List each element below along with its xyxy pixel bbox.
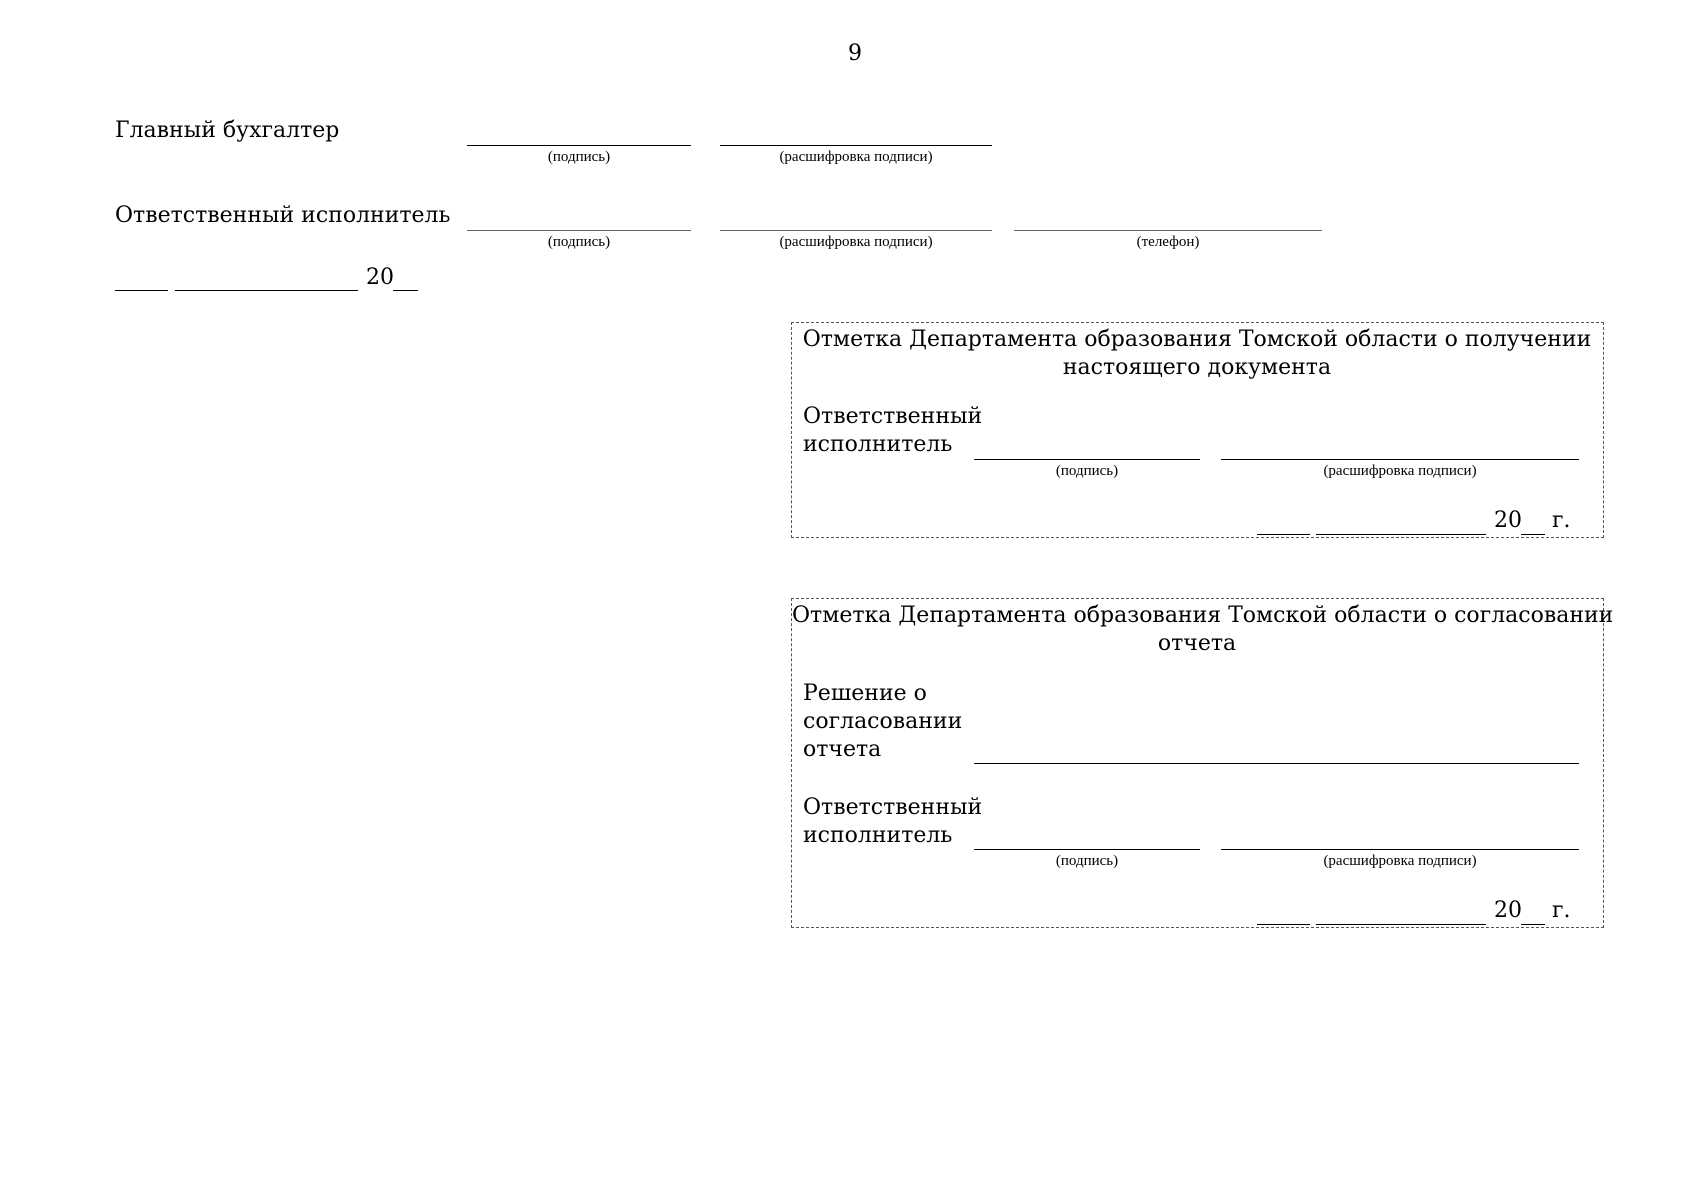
executor-decoding-line[interactable] xyxy=(720,230,992,231)
approval-date-year-line[interactable] xyxy=(1521,924,1545,925)
approval-year-prefix: 20 xyxy=(1494,898,1522,923)
receipt-mark-box xyxy=(791,322,1604,538)
approval-signature-line[interactable] xyxy=(974,849,1200,850)
receipt-decoding-caption: (расшифровка подписи) xyxy=(1323,463,1477,479)
executor-decoding-caption: (расшифровка подписи) xyxy=(779,234,933,250)
approval-title-line1: Отметка Департамента образования Томской области о согласовании xyxy=(792,603,1614,628)
chief-accountant-decoding-caption: (расшифровка подписи) xyxy=(779,149,933,165)
approval-year-suffix: г. xyxy=(1552,898,1571,923)
approval-decision-label-line3: отчета xyxy=(803,737,882,762)
receipt-year-suffix: г. xyxy=(1552,508,1571,533)
executor-phone-line[interactable] xyxy=(1014,230,1322,231)
approval-decision-label-line2: согласовании xyxy=(803,709,963,734)
receipt-date-day-line[interactable] xyxy=(1257,534,1310,535)
approval-executor-label-line1: Ответственный xyxy=(803,795,983,820)
chief-accountant-decoding-line[interactable] xyxy=(720,145,992,146)
approval-signature-caption: (подпись) xyxy=(1055,853,1119,869)
receipt-signature-line[interactable] xyxy=(974,459,1200,460)
receipt-title-line2: настоящего документа xyxy=(1062,355,1332,380)
receipt-signature-caption: (подпись) xyxy=(1055,463,1119,479)
receipt-date-month-line[interactable] xyxy=(1316,534,1486,535)
approval-decoding-line[interactable] xyxy=(1221,849,1579,850)
approval-decoding-caption: (расшифровка подписи) xyxy=(1323,853,1477,869)
date-month-line[interactable] xyxy=(175,290,358,291)
approval-date-month-line[interactable] xyxy=(1316,924,1486,925)
receipt-title-line1: Отметка Департамента образования Томской области о получении xyxy=(802,327,1592,352)
date-day-line[interactable] xyxy=(115,290,168,291)
chief-accountant-signature-caption: (подпись) xyxy=(547,149,611,165)
executor-phone-caption: (телефон) xyxy=(1136,234,1200,250)
approval-decision-line[interactable] xyxy=(974,763,1579,764)
receipt-year-prefix: 20 xyxy=(1494,508,1522,533)
date-year-line[interactable] xyxy=(393,290,418,291)
receipt-decoding-line[interactable] xyxy=(1221,459,1579,460)
executor-label: Ответственный исполнитель xyxy=(115,203,451,228)
page-number: 9 xyxy=(848,41,862,66)
executor-signature-caption: (подпись) xyxy=(547,234,611,250)
approval-executor-label-line2: исполнитель xyxy=(803,823,953,848)
approval-decision-label-line1: Решение о xyxy=(803,681,927,706)
receipt-executor-label-line1: Ответственный xyxy=(803,404,983,429)
chief-accountant-signature-line[interactable] xyxy=(467,145,691,146)
date-year-prefix: 20 xyxy=(366,265,394,290)
executor-signature-line[interactable] xyxy=(467,230,691,231)
approval-mark-box xyxy=(791,598,1614,928)
chief-accountant-label: Главный бухгалтер xyxy=(115,118,340,143)
receipt-date-year-line[interactable] xyxy=(1521,534,1545,535)
approval-date-day-line[interactable] xyxy=(1257,924,1310,925)
receipt-executor-label-line2: исполнитель xyxy=(803,432,953,457)
approval-title-line2: отчета xyxy=(1157,631,1237,656)
